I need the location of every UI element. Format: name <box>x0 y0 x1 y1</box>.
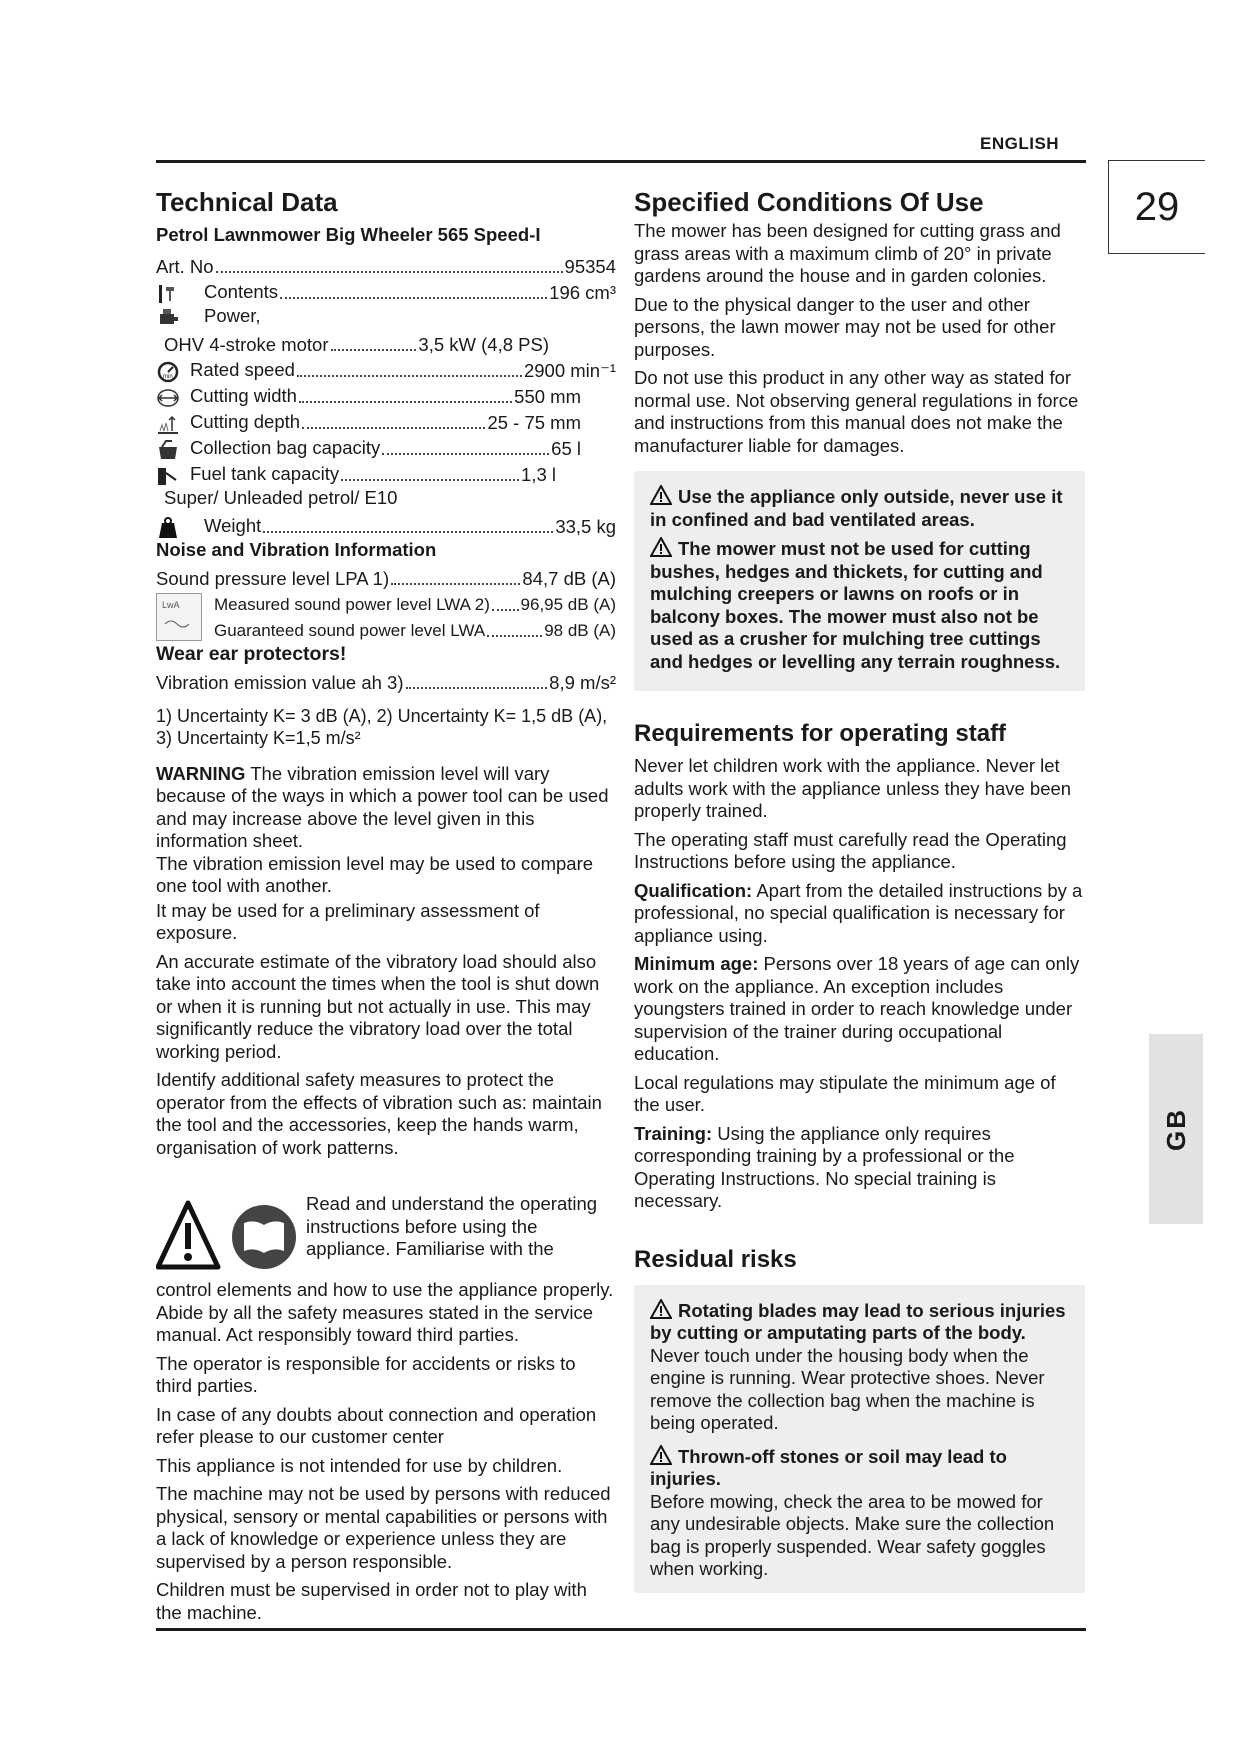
spec-sound-pressure: Sound pressure level LPA 1) 84,7 dB (A) <box>156 568 616 589</box>
staff-heading: Requirements for operating staff <box>634 720 1007 747</box>
read-manual-text: Read and understand the operating instructions before using the appliance. Familiarise with the <box>306 1193 598 1259</box>
side-tab-label: GB <box>1160 1107 1191 1151</box>
spec-power-label: Power, <box>156 305 616 331</box>
spec-art-no: Art. No 95354 <box>156 256 616 277</box>
staff-p2: The operating staff must carefully read the Operating Instructions before using the appliance. <box>634 828 1067 872</box>
spec-guaranteed-sound-power: Guaranteed sound power level LWA 98 dB (A) <box>214 621 616 640</box>
spec-cutting-depth: Cutting depth 25 - 75 mm <box>156 409 581 435</box>
top-rule <box>156 160 1086 163</box>
conditions-p1: The mower has been designed for cutting grass and grass areas with a maximum climb of 20° in private gardens around the house and in garden colonies. <box>634 220 1061 286</box>
noise-heading: Noise and Vibration Information <box>156 538 437 560</box>
residual-risks-box <box>634 1285 1085 1593</box>
staff-local-regulations: Local regulations may stipulate the minimum age of the user. <box>634 1071 1056 1115</box>
warning-paragraph: WARNING The vibration emission level will vary because of the ways in which a power tool can be used and may increase above the level given in this information sheet. <box>156 762 609 851</box>
warning-icon <box>650 485 672 505</box>
footnote-2: 3) Uncertainty K=1,5 m/s² <box>156 727 361 748</box>
svg-text:LwA: LwA <box>162 599 180 610</box>
children-note: This appliance is not intended for use by children. <box>156 1454 563 1476</box>
weight-icon <box>156 517 180 539</box>
warning-icon <box>650 537 672 557</box>
conditions-p2: Due to the physical danger to the user and other persons, the lawn mower may not be used for other purposes. <box>634 293 1056 360</box>
model-name: Petrol Lawnmower Big Wheeler 565 Speed-I <box>156 224 541 245</box>
conditions-warning-box <box>634 471 1085 691</box>
engine-capacity-icon <box>156 283 180 305</box>
spec-collection-bag: Collection bag capacity 65 l <box>156 435 581 461</box>
cutting-depth-icon <box>156 413 180 435</box>
staff-training: Training: Using the appliance only requires corresponding training by a professional or the Operating Instructions. No special training is necessary. <box>634 1122 1015 1211</box>
spec-motor: OHV 4-stroke motor 3,5 kW (4,8 PS) <box>164 334 549 355</box>
language-side-tab <box>1149 1034 1203 1224</box>
operator-responsibility: The operator is responsible for accidents or risks to third parties. <box>156 1352 576 1396</box>
conditions-warning-1: Use the appliance only outside, never use it in confined and bad ventilated areas. <box>650 486 1063 530</box>
risk-1-text: Never touch under the housing body when the engine is running. Wear protective shoes. Never remove the collection bag when the machine is being operated. <box>650 1344 1045 1433</box>
bottom-rule <box>156 1628 1086 1631</box>
warning-p3: It may be used for a preliminary assessment of exposure. <box>156 899 540 943</box>
read-manual-continued: control elements and how to use the appliance properly. Abide by all the safety measures stated in the service manual. Act responsibly toward third parties. <box>156 1279 614 1345</box>
risk-1-title: Rotating blades may lead to serious injuries by cutting or amputating parts of the body. <box>650 1299 1066 1343</box>
warning-p5: Identify additional safety measures to protect the operator from the effects of vibration such as: maintain the tool and the accessories, keep the hands warm, organisation of work patterns. <box>156 1069 602 1158</box>
children-supervision-note: Children must be supervised in order not to play with the machine. <box>156 1579 587 1623</box>
staff-minimum-age: Minimum age: Persons over 18 years of age can only work on the appliance. An exception includes youngsters trained in order to reach knowledge under supervision of the trainer during occupational education. <box>634 953 1080 1064</box>
read-manual-icon <box>232 1205 296 1269</box>
technical-data-heading: Technical Data <box>156 187 338 217</box>
staff-p1: Never let children work with the appliance. Never let adults work with the appliance unless they have been properly trained. <box>634 755 1072 821</box>
cutting-width-icon <box>156 387 180 409</box>
warning-p2: The vibration emission level may be used to compare one tool with another. <box>156 852 594 896</box>
residual-risks-heading: Residual risks <box>634 1245 797 1273</box>
spec-contents: Contents 196 cm³ <box>156 279 616 305</box>
spec-weight: Weight 33,5 kg <box>156 513 616 539</box>
collection-bag-icon <box>156 439 180 461</box>
sound-power-label-icon <box>156 593 202 641</box>
footnote-1: 1) Uncertainty K= 3 dB (A), 2) Uncertainty K= 1,5 dB (A), <box>156 705 608 726</box>
fuel-type: Super/ Unleaded petrol/ E10 <box>164 486 398 508</box>
conditions-p3: Do not use this product in any other way as stated for normal use. Not observing general regulations in force and instructions from this manual does not make the manufacturer liable for damages. <box>634 367 1079 456</box>
reduced-capabilities-note: The machine may not be used by persons with reduced physical, sensory or mental capabilities or persons with a lack of knowledge or experience unless they are supervised by a person responsible. <box>156 1483 611 1572</box>
spec-cutting-width: Cutting width 550 mm <box>156 383 581 409</box>
conditions-warning-2: The mower must not be used for cutting bushes, hedges and thickets, for cutting and mulching creepers or lawns on roofs or in balcony boxes. The mower must also not be used as a crusher for mulching tree cuttings and hedges or levelling any terrain roughness. <box>650 538 1061 672</box>
warning-triangle-icon <box>158 1203 218 1267</box>
read-manual-block <box>156 1193 616 1281</box>
language-label: ENGLISH <box>980 134 1060 153</box>
warning-icon <box>650 1445 672 1465</box>
left-column <box>156 186 616 1630</box>
safety-symbols <box>156 1197 306 1281</box>
staff-qualification: Qualification: Apart from the detailed instructions by a professional, no special qualification is necessary for appliance using. <box>634 879 1083 946</box>
ear-protectors-note: Wear ear protectors! <box>156 642 347 665</box>
risk-2-title: Thrown-off stones or soil may lead to injuries. <box>650 1445 1007 1489</box>
risk-2-text: Before mowing, check the area to be mowed for any undesirable objects. Make sure the collection bag is properly suspended. Wear safety goggles when working. <box>650 1490 1055 1579</box>
warning-icon <box>650 1299 672 1319</box>
motor-icon <box>156 306 180 328</box>
spec-measured-sound-power: Measured sound power level LWA 2) 96,95 dB (A) <box>214 595 616 614</box>
spec-vibration: Vibration emission value ah 3) 8,9 m/s² <box>156 672 616 693</box>
right-column <box>634 186 1085 1599</box>
speed-gauge-icon <box>156 361 180 383</box>
fuel-pump-icon <box>156 465 180 487</box>
warning-p4: An accurate estimate of the vibratory load should also take into account the times when the tool is shut down or when it is running but not actually in use. This may significantly reduce the vibratory load over the total working period. <box>156 950 600 1062</box>
svg-text:min: min <box>163 373 173 380</box>
conditions-heading: Specified Conditions Of Use <box>634 187 984 217</box>
spec-fuel-tank: Fuel tank capacity 1,3 l <box>156 461 556 487</box>
spec-rated-speed: min Rated speed 2900 min⁻¹ <box>156 357 616 383</box>
page-number: 29 <box>1108 160 1205 254</box>
sound-power-block <box>156 591 616 643</box>
customer-center-note: In case of any doubts about connection and operation refer please to our customer center <box>156 1403 597 1447</box>
